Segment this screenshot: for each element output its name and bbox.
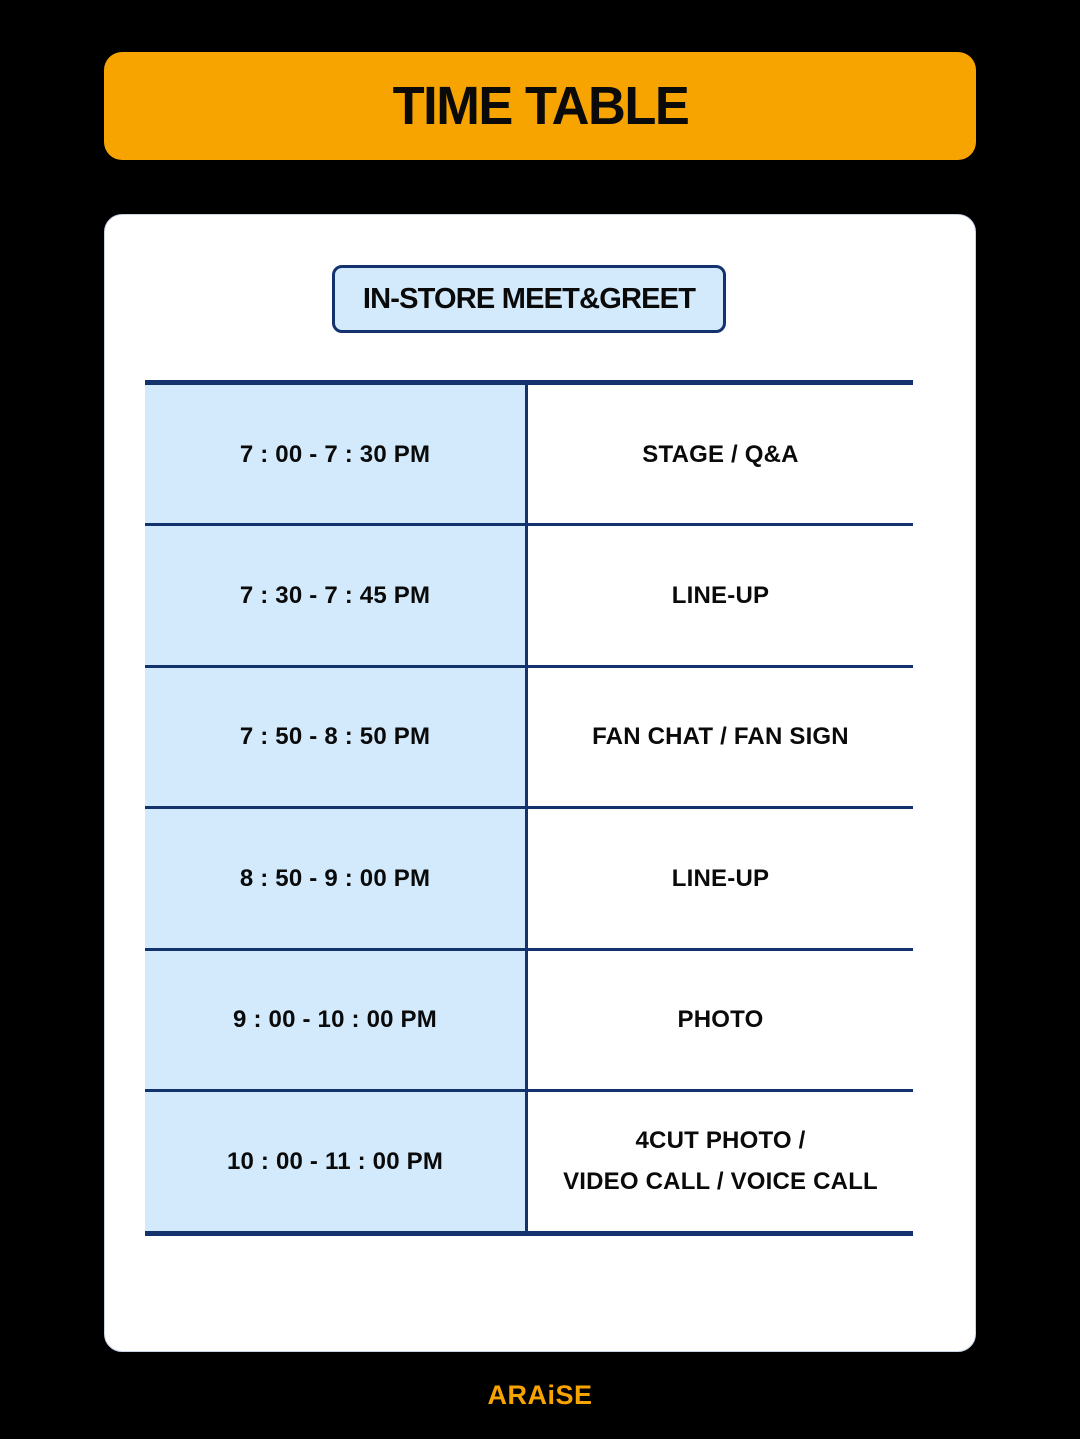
time-cell [145, 385, 528, 523]
table-row [145, 1092, 913, 1236]
activity-cell [528, 1092, 913, 1231]
time-text: 7 : 50 - 8 : 50 PM [239, 723, 431, 751]
time-cell [145, 526, 528, 665]
activity-cell [528, 526, 913, 665]
time-cell [145, 668, 528, 807]
time-text: 7 : 00 - 7 : 30 PM [239, 440, 431, 468]
time-cell [145, 1092, 528, 1231]
activity-text: LINE-UP [671, 581, 770, 609]
table-row [145, 380, 913, 526]
table-row [145, 951, 913, 1093]
table-row [145, 526, 913, 668]
time-text: 9 : 00 - 10 : 00 PM [233, 1006, 437, 1034]
schedule-table [145, 380, 913, 1236]
table-row [145, 668, 913, 810]
time-text: 8 : 50 - 9 : 00 PM [239, 864, 431, 892]
activity-text: 4CUT PHOTO / VIDEO CALL / VOICE CALL [563, 1127, 878, 1196]
activity-text: STAGE / Q&A [642, 440, 799, 468]
activity-cell [528, 951, 913, 1090]
timetable-card [104, 214, 976, 1352]
time-cell [145, 809, 528, 948]
header-banner [104, 52, 976, 160]
time-text: 10 : 00 - 11 : 00 PM [226, 1147, 444, 1175]
time-cell [145, 951, 528, 1090]
activity-cell [528, 809, 913, 948]
subtitle-badge [332, 265, 726, 333]
activity-text: LINE-UP [671, 864, 770, 892]
table-row [145, 809, 913, 951]
time-text: 7 : 30 - 7 : 45 PM [239, 581, 431, 609]
page-title: TIME TABLE [392, 76, 688, 136]
brand-logo: ARAiSE [487, 1380, 593, 1410]
activity-cell [528, 668, 913, 807]
activity-cell [528, 385, 913, 523]
activity-text: PHOTO [677, 1006, 764, 1034]
subtitle-text: IN-STORE MEET&GREET [362, 282, 696, 315]
activity-text: FAN CHAT / FAN SIGN [592, 723, 849, 751]
